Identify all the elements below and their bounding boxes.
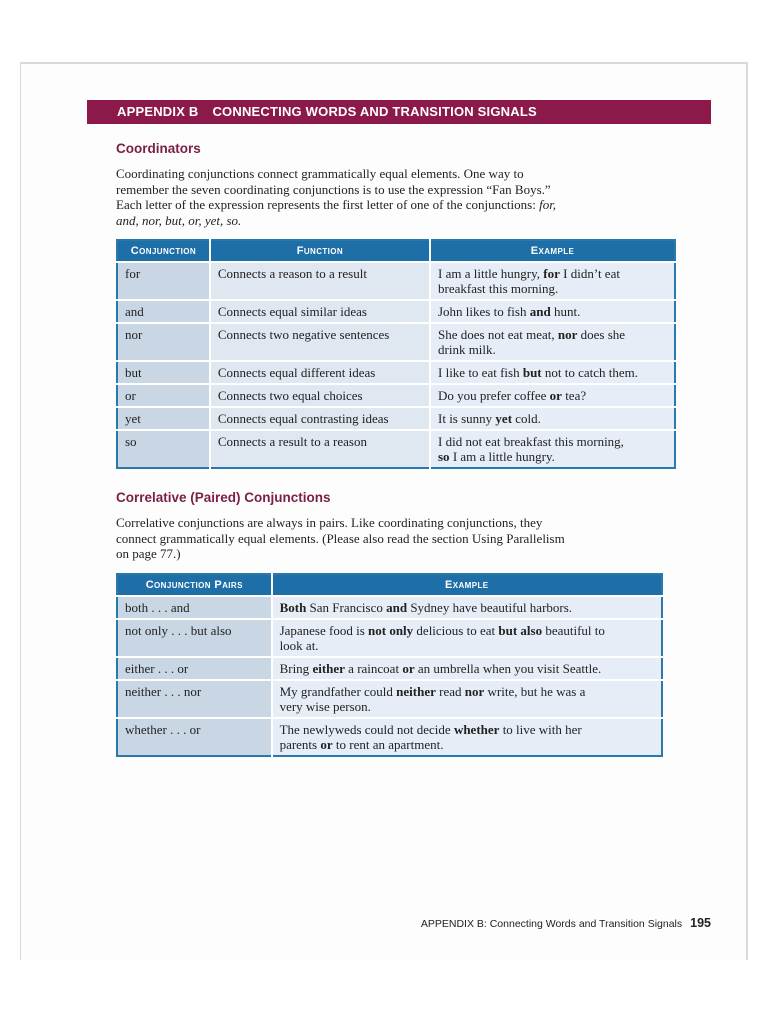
correlative-heading: Correlative (Paired) Conjunctions [116,490,331,505]
table-row [117,384,675,407]
conjunction-pair-cell: not only . . . but also [117,619,272,657]
coordinators-paragraph: Coordinating conjunctions connect grammatically equal elements. One way to remember the seven coordinating conjunctions is to use the expression “Fan Boys.” Each letter of the expression represents the first letter of one of the conjunctions: for, and, nor, but, or, yet, so. [116,166,557,228]
example-cell: I am a little hungry, for I didn’t eat breakfast this morning. [430,262,675,300]
table-row [117,718,662,756]
example-cell: Both San Francisco and Sydney have beautiful harbors. [272,596,662,619]
example-cell: John likes to fish and hunt. [430,300,675,323]
page-number: 195 [690,916,711,930]
example-cell: It is sunny yet cold. [430,407,675,430]
function-cell: Connects two negative sentences [210,323,430,361]
conjunction-cell: so [117,430,210,468]
conjunction-pair-cell: neither . . . nor [117,680,272,718]
example-cell: Japanese food is not only delicious to eat but also beautiful to look at. [272,619,662,657]
footer-text: APPENDIX B: Connecting Words and Transition Signals [420,918,683,930]
example-cell: She does not eat meat, nor does she drink milk. [430,323,675,361]
function-cell: Connects two equal choices [210,384,430,407]
column-header-example: Example [430,240,675,262]
banner-title: CONNECTING WORDS AND TRANSITION SIGNALS [212,104,537,119]
conjunction-cell: for [117,262,210,300]
function-cell: Connects a result to a reason [210,430,430,468]
table-row [117,657,662,680]
banner-label: APPENDIX B [117,104,199,119]
conjunction-cell: and [117,300,210,323]
example-cell: I like to eat fish but not to catch them. [430,361,675,384]
function-cell: Connects a reason to a result [210,262,430,300]
coordinators-table [116,239,676,469]
column-header-conjunction-pairs: Conjunction Pairs [117,574,272,596]
column-header-example: Example [272,574,662,596]
example-cell: I did not eat breakfast this morning, so I am a little hungry. [430,430,675,468]
example-cell: Do you prefer coffee or tea? [430,384,675,407]
table-row [117,262,675,300]
table-row [117,680,662,718]
conjunction-pair-cell: both . . . and [117,596,272,619]
conjunction-cell: nor [117,323,210,361]
appendix-banner [87,100,711,124]
function-cell: Connects equal similar ideas [210,300,430,323]
column-header-function: Function [210,240,430,262]
example-cell: Bring either a raincoat or an umbrella when you visit Seattle. [272,657,662,680]
correlative-table [116,573,663,757]
example-cell: The newlyweds could not decide whether to live with her parents or to rent an apartment. [272,718,662,756]
coordinators-heading: Coordinators [116,141,201,156]
table-row [117,407,675,430]
table-row [117,361,675,384]
example-cell: My grandfather could neither read nor write, but he was a very wise person. [272,680,662,718]
table-row [117,323,675,361]
table-row [117,300,675,323]
table-row [117,596,662,619]
column-header-conjunction: Conjunction [117,240,210,262]
page-footer [400,916,711,930]
table-row [117,430,675,468]
function-cell: Connects equal different ideas [210,361,430,384]
conjunction-cell: or [117,384,210,407]
table-row [117,619,662,657]
function-cell: Connects equal contrasting ideas [210,407,430,430]
correlative-paragraph: Correlative conjunctions are always in pairs. Like coordinating conjunctions, they connect grammatically equal elements. (Please also read the section Using Parallelism on page 77.) [116,515,565,561]
conjunction-cell: yet [117,407,210,430]
conjunction-pair-cell: either . . . or [117,657,272,680]
conjunction-pair-cell: whether . . . or [117,718,272,756]
conjunction-cell: but [117,361,210,384]
